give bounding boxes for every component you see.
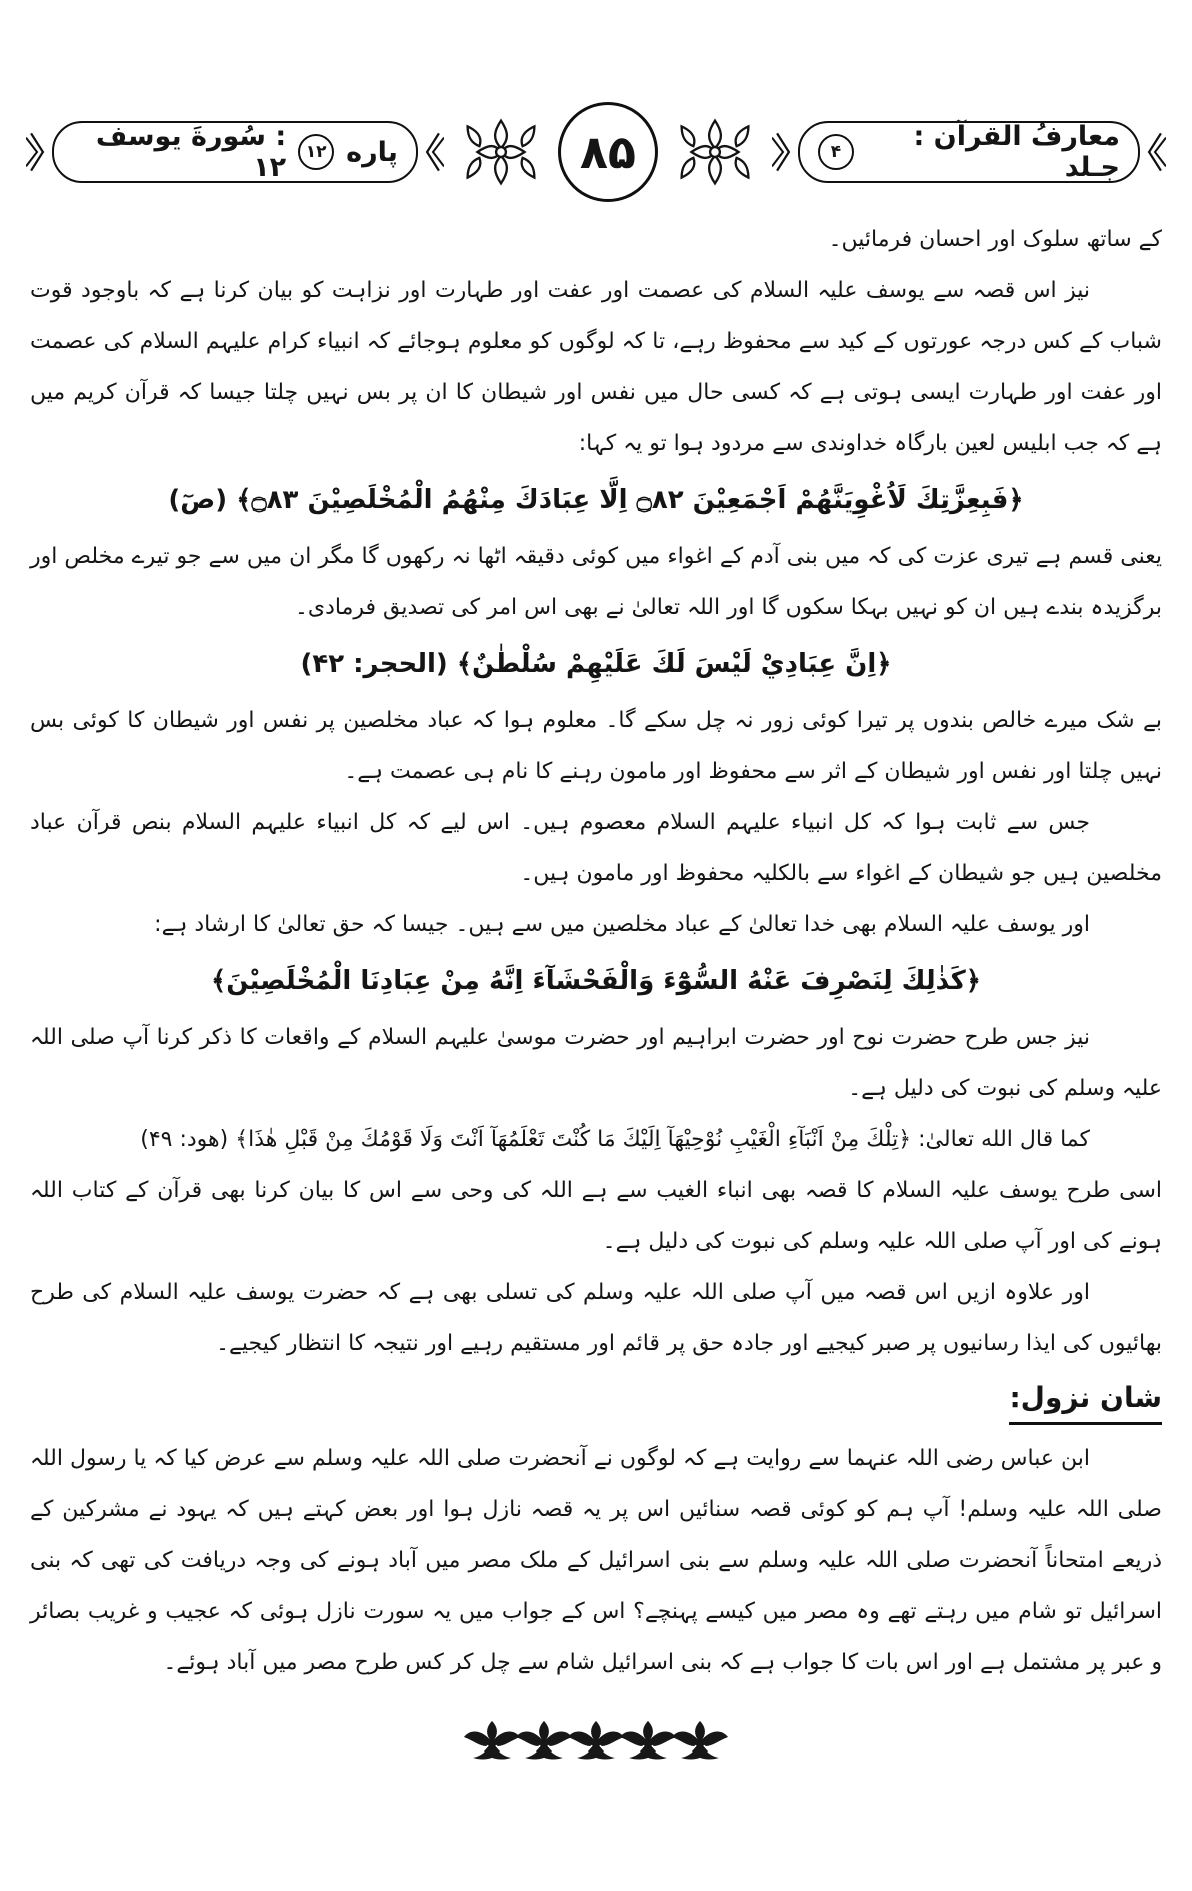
paragraph: نیز جس طرح حضرت نوح اور حضرت ابراہیم اور حضرت موسیٰ علیہم السلام کے واقعات کا ذکر کرنا آپ صلی اللہ علیہ وسلم کی نبوت کی دلیل ہے۔ [30, 1025, 1162, 1102]
page-number-badge: ۸۵ [558, 102, 658, 202]
volume-title: معارفُ القرآن : جـلد [913, 121, 1120, 183]
volume-number-badge: ۴ [818, 134, 854, 170]
paragraph: نیز اس قصہ سے یوسف علیہ السلام کی عصمت اور عفت اور طہارت اور نزاہت کو بیان کرنا ہے کہ باوجود قوت شباب کے کس درجہ عورتوں کے کید سے محفوظ رہے، تا کہ لوگوں کو معلوم ہوجائے کہ انبیاء کرام علیہم السلام کی عصمت اور عفت اور طہارت ایسی ہوتی ہے کہ کسی حال میں نفس اور شیطان کا ان پر بس نہیں چلتا جیسا کہ قرآن کریم میں ہے کہ جب ابلیس لعین بارگاہ خداوندی سے مردود ہوا تو یہ کہا: [30, 278, 1162, 456]
para-label: پاره [346, 136, 398, 168]
paragraph: کے ساتھ سلوک اور احسان فرمائیں۔ [828, 227, 1162, 252]
header-surah-box [52, 121, 418, 183]
paragraph: یعنی قسم ہے تیری عزت کی کہ میں بنی آدم کے اغواء میں کوئی دقیقہ اٹھا نہ رکھوں گا مگر ان میں سے جو تیرے مخلص اور برگزیدہ بندے ہیں ان کو نہیں بہکا سکوں گا اور اللہ تعالیٰ نے بھی اس امر کی تصدیق فرمادی۔ [30, 544, 1162, 621]
paragraph: اور علاوہ ازیں اس قصہ میں آپ صلی اللہ علیہ وسلم کی تسلی بھی ہے کہ حضرت یوسف علیہ السلام کی طرح بھائیوں کی ایذا رسانیوں پر صبر کیجیے اور جادہ حق پر قائم اور مستقیم رہیے اور نتیجہ کا انتظار کیجیے۔ [30, 1280, 1162, 1357]
paragraph: اور یوسف علیہ السلام بھی خدا تعالیٰ کے عباد مخلصین میں سے ہیں۔ جیسا کہ حق تعالیٰ کا ارشاد ہے: [154, 912, 1090, 938]
chevron-ornament-icon [1144, 126, 1166, 178]
page-header [26, 112, 1166, 192]
para-number-badge: ۱۲ [298, 134, 334, 170]
surah-label: : سُورةَ يوسف ۱۲ [95, 121, 287, 183]
header-volume-box [798, 121, 1140, 183]
paragraph: جس سے ثابت ہوا کہ کل انبیاء علیہم السلام معصوم ہیں۔ اس لیے کہ کل انبیاء علیہم السلام بنص قرآن عباد مخلصین ہیں جو شیطان کے اغواء سے بالکلیہ محفوظ اور مامون ہیں۔ [30, 810, 1162, 887]
paragraph: ابن عباس رضی اللہ عنہما سے روایت ہے کہ لوگوں نے آنحضرت صلی اللہ علیہ وسلم سے عرض کیا کہ یا رسول اللہ صلی اللہ علیہ وسلم! آپ ہم کو کوئی قصہ سنائیں اس پر یہ قصہ نازل ہوا اور بعض کہتے ہیں کہ یہود نے مشرکین کے ذریعے امتحاناً آنحضرت صلی اللہ علیہ وسلم سے بنی اسرائیل کے ملک مصر میں آباد ہونے کی وجہ دریافت کی تھی کہ بنی اسرائیل تو شام میں رہتے تھے وہ مصر میں کیسے پہنچے؟ اس کے جواب میں یہ سورت نازل ہوئی کہ عجیب و غریب بصائر و عبر پر مشتمل ہے اور اس بات کا جواب ہے کہ بنی اسرائیل شام سے چل کر کس طرح مصر میں آباد ہوئے۔ [30, 1446, 1162, 1676]
chevron-ornament-icon [422, 126, 444, 178]
chevron-ornament-icon [26, 126, 48, 178]
floral-arabesque-icon [448, 112, 554, 192]
chevron-ornament-icon [772, 126, 794, 178]
body-text [30, 214, 1162, 1688]
paragraph: بے شک میرے خالص بندوں پر تیرا کوئی زور نہ چل سکے گا۔ معلوم ہوا کہ عباد مخلصین پر نفس اور شیطان کا کوئی بس نہیں چلتا اور نفس اور شیطان کے اثر سے محفوظ اور مامون رہنے کا نام ہی عصمت ہے۔ [30, 708, 1162, 785]
floral-arabesque-icon [662, 112, 768, 192]
paragraph: اسی طرح یوسف علیہ السلام کا قصہ بھی انباء الغیب سے ہے اللہ کی وحی سے اس کا بیان کرنا بھی قرآن کے کتاب اللہ ہونے کی اور آپ صلی اللہ علیہ وسلم کی نبوت کی دلیل ہے۔ [30, 1178, 1162, 1255]
section-heading [30, 1381, 1162, 1425]
paragraph: كما قال الله تعالىٰ: ﴿تِلْكَ مِنْ اَنْبَآءِ الْغَيْبِ نُوْحِيْهَآ اِلَيْكَ مَا كُنْتَ تَعْلَمُهَآ اَنْتَ وَلَا قَوْمُكَ مِنْ قَبْلِ هٰذَا﴾ (هود: ۴۹) [140, 1127, 1090, 1153]
arabic-verse: ﴿اِنَّ عِبَادِيْ لَيْسَ لَكَ عَلَيْهِمْ سُلْطٰنٌ﴾ (الحجر: ۴۲) [300, 649, 892, 680]
arabic-verse: ﴿كَذٰلِكَ لِنَصْرِفَ عَنْهُ السُّوْٓءَ وَالْفَحْشَآءَ اِنَّهُ مِنْ عِبَادِنَا الْمُخْلَصِيْنَ﴾ [210, 966, 982, 997]
section-heading-label: شان نزول: [1009, 1381, 1162, 1425]
arabic-verse: ﴿فَبِعِزَّتِكَ لَاُغْوِيَنَّهُمْ اَجْمَعِيْنَ ۝۸۲ اِلَّا عِبَادَكَ مِنْهُمُ الْمُخْلَصِيْنَ ۝۸۳﴾ (صٓ) [168, 485, 1024, 515]
footer-floral-divider-icon [0, 1718, 1192, 1762]
